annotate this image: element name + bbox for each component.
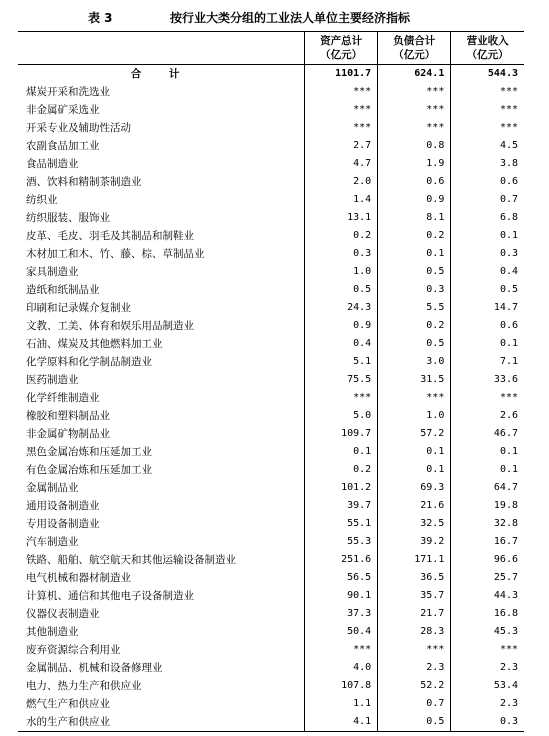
assets-value: 101.2	[305, 479, 378, 497]
total-assets: 1101.7	[305, 65, 378, 84]
liabilities-value: 28.3	[378, 623, 451, 641]
assets-value: 0.9	[305, 317, 378, 335]
revenue-value: ***	[451, 389, 524, 407]
revenue-value: 0.4	[451, 263, 524, 281]
liabilities-value: 0.2	[378, 227, 451, 245]
liabilities-value: ***	[378, 83, 451, 101]
table-row	[18, 533, 524, 551]
industry-name: 黑色金属冶炼和压延加工业	[26, 446, 152, 458]
industry-name: 其他制造业	[26, 626, 79, 638]
revenue-value: 0.3	[451, 713, 524, 732]
table-row	[18, 605, 524, 623]
revenue-value: 3.8	[451, 155, 524, 173]
table-row	[18, 371, 524, 389]
assets-value: 107.8	[305, 677, 378, 695]
assets-value: 5.0	[305, 407, 378, 425]
table-row	[18, 623, 524, 641]
liabilities-value: 171.1	[378, 551, 451, 569]
industry-name: 木材加工和木、竹、藤、棕、草制品业	[26, 248, 205, 260]
liabilities-value: 0.8	[378, 137, 451, 155]
table-row	[18, 443, 524, 461]
total-row	[18, 65, 524, 84]
assets-value: 0.5	[305, 281, 378, 299]
revenue-value: 45.3	[451, 623, 524, 641]
industry-name: 电力、热力生产和供应业	[26, 680, 142, 692]
header-liabilities-line1: 负债合计	[393, 35, 436, 47]
liabilities-value: 36.5	[378, 569, 451, 587]
assets-value: ***	[305, 119, 378, 137]
liabilities-value: 2.3	[378, 659, 451, 677]
assets-value: ***	[305, 641, 378, 659]
assets-value: 0.2	[305, 461, 378, 479]
revenue-value: 0.1	[451, 227, 524, 245]
liabilities-value: 0.7	[378, 695, 451, 713]
industry-name: 化学原料和化学制品制造业	[26, 356, 152, 368]
table-row	[18, 587, 524, 605]
liabilities-value: 0.1	[378, 245, 451, 263]
table-row	[18, 641, 524, 659]
industry-name: 煤炭开采和洗选业	[26, 86, 110, 98]
table-row	[18, 299, 524, 317]
revenue-value: 25.7	[451, 569, 524, 587]
revenue-value: 46.7	[451, 425, 524, 443]
industry-name: 橡胶和塑料制品业	[26, 410, 110, 422]
liabilities-value: 0.1	[378, 443, 451, 461]
liabilities-value: 52.2	[378, 677, 451, 695]
table-row	[18, 227, 524, 245]
assets-value: 4.0	[305, 659, 378, 677]
industry-name: 通用设备制造业	[26, 500, 100, 512]
industry-name: 石油、煤炭及其他燃料加工业	[26, 338, 163, 350]
liabilities-value: ***	[378, 101, 451, 119]
revenue-value: 44.3	[451, 587, 524, 605]
table-caption	[0, 0, 549, 32]
industry-name: 燃气生产和供应业	[26, 698, 110, 710]
table-row	[18, 659, 524, 677]
revenue-value: 7.1	[451, 353, 524, 371]
liabilities-value: 39.2	[378, 533, 451, 551]
industry-name: 食品制造业	[26, 158, 79, 170]
liabilities-value: 0.5	[378, 263, 451, 281]
liabilities-value: 35.7	[378, 587, 451, 605]
assets-value: 0.2	[305, 227, 378, 245]
liabilities-value: ***	[378, 641, 451, 659]
assets-value: 2.7	[305, 137, 378, 155]
liabilities-value: 31.5	[378, 371, 451, 389]
revenue-value: 0.1	[451, 461, 524, 479]
assets-value: 50.4	[305, 623, 378, 641]
industry-name: 计算机、通信和其他电子设备制造业	[26, 590, 194, 602]
header-assets	[305, 32, 378, 65]
revenue-value: ***	[451, 83, 524, 101]
industry-name: 金属制品、机械和设备修理业	[26, 662, 163, 674]
table-row	[18, 695, 524, 713]
industry-name: 铁路、船舶、航空航天和其他运输设备制造业	[26, 554, 236, 566]
liabilities-value: 1.0	[378, 407, 451, 425]
industry-name: 汽车制造业	[26, 536, 79, 548]
header-industry	[18, 32, 305, 65]
table-row	[18, 317, 524, 335]
liabilities-value: 21.6	[378, 497, 451, 515]
industry-name: 造纸和纸制品业	[26, 284, 100, 296]
assets-value: 5.1	[305, 353, 378, 371]
table-row	[18, 209, 524, 227]
table-row	[18, 461, 524, 479]
liabilities-value: 32.5	[378, 515, 451, 533]
liabilities-value: ***	[378, 389, 451, 407]
table-row	[18, 425, 524, 443]
header-assets-line1: 资产总计	[320, 35, 363, 47]
industry-name: 有色金属冶炼和压延加工业	[26, 464, 152, 476]
revenue-value: 16.8	[451, 605, 524, 623]
table-row	[18, 677, 524, 695]
table-row	[18, 191, 524, 209]
revenue-value: 0.1	[451, 335, 524, 353]
liabilities-value: 0.9	[378, 191, 451, 209]
table-number: 表 3	[88, 11, 113, 25]
assets-value: 109.7	[305, 425, 378, 443]
liabilities-value: 0.3	[378, 281, 451, 299]
industry-name: 文教、工美、体育和娱乐用品制造业	[26, 320, 194, 332]
liabilities-value: 0.1	[378, 461, 451, 479]
revenue-value: 0.6	[451, 317, 524, 335]
revenue-value: 96.6	[451, 551, 524, 569]
table-row	[18, 83, 524, 101]
liabilities-value: 21.7	[378, 605, 451, 623]
assets-value: 1.0	[305, 263, 378, 281]
industry-name: 非金属矿采选业	[26, 104, 100, 116]
revenue-value: ***	[451, 641, 524, 659]
table-row	[18, 515, 524, 533]
liabilities-value: 0.6	[378, 173, 451, 191]
table-row	[18, 173, 524, 191]
assets-value: 0.3	[305, 245, 378, 263]
industry-name: 水的生产和供应业	[18, 713, 305, 732]
table-row	[18, 353, 524, 371]
total-revenue: 544.3	[451, 65, 524, 84]
revenue-value: 19.8	[451, 497, 524, 515]
liabilities-value: 0.2	[378, 317, 451, 335]
revenue-value: 2.3	[451, 695, 524, 713]
revenue-value: 0.3	[451, 245, 524, 263]
table-row	[18, 389, 524, 407]
assets-value: 56.5	[305, 569, 378, 587]
revenue-value: 6.8	[451, 209, 524, 227]
liabilities-value: 5.5	[378, 299, 451, 317]
assets-value: 55.1	[305, 515, 378, 533]
table-row	[18, 551, 524, 569]
table-row	[18, 137, 524, 155]
liabilities-value: 1.9	[378, 155, 451, 173]
assets-value: ***	[305, 389, 378, 407]
assets-value: 251.6	[305, 551, 378, 569]
table-row	[18, 335, 524, 353]
header-revenue-line2: （亿元）	[466, 49, 509, 61]
total-label: 合 计	[130, 68, 192, 80]
assets-value: 37.3	[305, 605, 378, 623]
table-row	[18, 407, 524, 425]
table-row	[18, 155, 524, 173]
liabilities-value: 69.3	[378, 479, 451, 497]
assets-value: 75.5	[305, 371, 378, 389]
assets-value: 2.0	[305, 173, 378, 191]
liabilities-value: ***	[378, 119, 451, 137]
industry-name: 化学纤维制造业	[26, 392, 100, 404]
industry-name: 家具制造业	[26, 266, 79, 278]
industry-name: 印刷和记录媒介复制业	[26, 302, 131, 314]
revenue-value: 0.7	[451, 191, 524, 209]
total-liabilities: 624.1	[378, 65, 451, 84]
liabilities-value: 3.0	[378, 353, 451, 371]
assets-value: 4.7	[305, 155, 378, 173]
assets-value: 55.3	[305, 533, 378, 551]
industry-name: 金属制品业	[26, 482, 79, 494]
assets-value: 90.1	[305, 587, 378, 605]
liabilities-value: 0.5	[378, 335, 451, 353]
industry-name: 电气机械和器材制造业	[26, 572, 131, 584]
table-row	[18, 245, 524, 263]
revenue-value: 33.6	[451, 371, 524, 389]
industry-name: 酒、饮料和精制茶制造业	[26, 176, 142, 188]
assets-value: 13.1	[305, 209, 378, 227]
table-row	[18, 713, 524, 732]
revenue-value: 14.7	[451, 299, 524, 317]
liabilities-value: 8.1	[378, 209, 451, 227]
assets-value: ***	[305, 83, 378, 101]
assets-value: 0.1	[305, 443, 378, 461]
industry-name: 医药制造业	[26, 374, 79, 386]
industry-name: 纺织服装、服饰业	[26, 212, 110, 224]
revenue-value: 53.4	[451, 677, 524, 695]
industry-name: 仪器仪表制造业	[26, 608, 100, 620]
revenue-value: 4.5	[451, 137, 524, 155]
table-row	[18, 263, 524, 281]
header-revenue-line1: 营业收入	[466, 35, 509, 47]
assets-value: ***	[305, 101, 378, 119]
industry-name: 农副食品加工业	[26, 140, 100, 152]
revenue-value: 2.3	[451, 659, 524, 677]
revenue-value: 16.7	[451, 533, 524, 551]
header-liabilities-line2: （亿元）	[393, 49, 436, 61]
industry-name: 皮革、毛皮、羽毛及其制品和制鞋业	[26, 230, 194, 242]
table-row	[18, 281, 524, 299]
revenue-value: ***	[451, 101, 524, 119]
header-assets-line2: （亿元）	[320, 49, 363, 61]
revenue-value: ***	[451, 119, 524, 137]
revenue-value: 64.7	[451, 479, 524, 497]
table-row	[18, 479, 524, 497]
header-row	[18, 32, 524, 65]
assets-value: 24.3	[305, 299, 378, 317]
table-row	[18, 119, 524, 137]
assets-value: 0.4	[305, 335, 378, 353]
assets-value: 4.1	[305, 713, 378, 732]
table-row	[18, 101, 524, 119]
liabilities-value: 57.2	[378, 425, 451, 443]
header-revenue	[451, 32, 524, 65]
revenue-value: 0.6	[451, 173, 524, 191]
revenue-value: 2.6	[451, 407, 524, 425]
revenue-value: 32.8	[451, 515, 524, 533]
liabilities-value: 0.5	[378, 713, 451, 732]
industry-name: 开采专业及辅助性活动	[26, 122, 131, 134]
table-row	[18, 569, 524, 587]
industry-name: 纺织业	[26, 194, 58, 206]
table-title: 按行业大类分组的工业法人单位主要经济指标	[170, 11, 411, 25]
assets-value: 1.4	[305, 191, 378, 209]
industry-name: 专用设备制造业	[26, 518, 100, 530]
revenue-value: 0.1	[451, 443, 524, 461]
header-liabilities	[378, 32, 451, 65]
industry-name: 废弃资源综合利用业	[26, 644, 121, 656]
revenue-value: 0.5	[451, 281, 524, 299]
industry-name: 非金属矿物制品业	[26, 428, 110, 440]
industry-indicators-table	[18, 31, 524, 732]
table-row	[18, 497, 524, 515]
assets-value: 1.1	[305, 695, 378, 713]
assets-value: 39.7	[305, 497, 378, 515]
